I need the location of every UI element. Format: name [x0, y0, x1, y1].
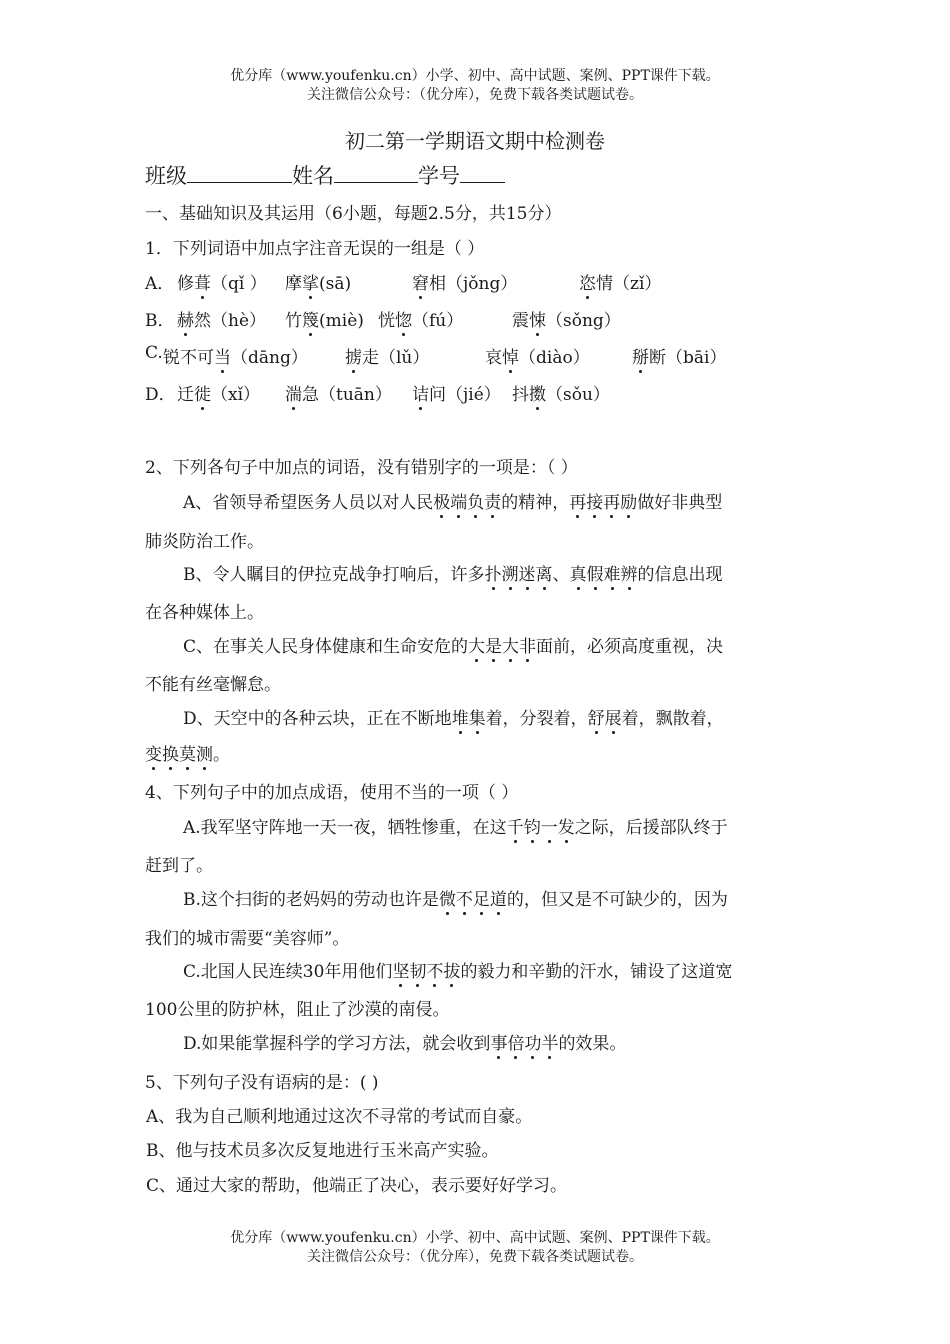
q1-option-b: [145, 306, 621, 331]
q4-option-b-cont: 我们的城市需要“美容师”。: [145, 929, 350, 949]
student-info-row: [145, 160, 505, 190]
word-item: 掳走（lǔ）: [345, 343, 429, 368]
dotted-phrase: 扑溯迷离: [485, 565, 553, 585]
dotted-phrase: 再接再励: [569, 493, 637, 513]
class-label: 班级: [145, 164, 187, 188]
q2-stem: 2、下列各句子中加点的词语，没有错别字的一项是：（ ）: [145, 458, 578, 478]
q4-option-d: D.如果能掌握科学的学习方法，就会收到事倍功半的效果。: [183, 1029, 626, 1054]
q2-option-a-cont: 肺炎防治工作。: [145, 532, 264, 552]
word-item: 抖擞（sǒu）: [512, 380, 610, 405]
dotted-phrase: 舒展: [588, 709, 622, 729]
q5-option-b: B、他与技术员多次反复地进行玉米高产实验。: [146, 1141, 499, 1161]
header-line-1: 优分库（www.youfenku.cn）小学、初中、高中试题、案例、PPT课件下载。: [230, 68, 720, 84]
page-title: 初二第一学期语文期中检测卷: [345, 129, 605, 153]
q2-option-c: C、在事关人民身体健康和生命安危的大是大非面前，必须高度重视，决: [183, 632, 723, 657]
q2-option-b-cont: 在各种媒体上。: [145, 603, 264, 623]
q5-stem: 5、下列句子没有语病的是：( ): [145, 1073, 379, 1093]
word-item: 竹篾(miè): [285, 306, 364, 331]
option-label: D．: [145, 385, 176, 405]
footer-line-1: 优分库（www.youfenku.cn）小学、初中、高中试题、案例、PPT课件下载。: [230, 1230, 720, 1246]
word-item: 窘相（jǒng）: [412, 269, 517, 294]
student-id-label: 学号: [418, 164, 460, 188]
dotted-phrase: 大是大非: [468, 637, 536, 657]
word-item: 赫然（hè）: [177, 306, 266, 331]
dotted-phrase: 事倍功半: [490, 1034, 558, 1054]
q2-option-a: A、省领导希望医务人员以对人民极端负责的精神，再接再励做好非典型: [183, 488, 722, 513]
name-blank[interactable]: [334, 164, 418, 183]
student-id-blank[interactable]: [460, 164, 505, 183]
word-item: 湍急（tuān）: [285, 380, 392, 405]
q4-option-c-cont: 100公里的防护林，阻止了沙漠的南侵。: [145, 1000, 450, 1020]
word-item: 哀悼（diào）: [485, 343, 590, 368]
header-line-2: 关注微信公众号：（优分库），免费下载各类试题试卷。: [307, 87, 643, 103]
word-item: 迁徙（xǐ）: [177, 380, 260, 405]
q4-option-a: A.我军坚守阵地一天一夜，牺牲惨重，在这千钧一发之际，后援部队终于: [183, 813, 728, 838]
dotted-phrase: 千钧一发: [507, 818, 575, 838]
dotted-phrase: 堆集: [452, 709, 486, 729]
dotted-phrase: 微不足道: [439, 890, 507, 910]
q2-option-d-cont: 变换莫测。: [145, 740, 230, 765]
dotted-phrase: 变换莫测: [145, 745, 213, 765]
word-item: 恣情（zǐ）: [579, 269, 661, 294]
word-item: 恍惚（fú）: [378, 306, 463, 331]
q2-option-d: D、天空中的各种云块，正在不断地堆集着，分裂着，舒展着，飘散着，: [183, 704, 724, 729]
dotted-phrase: 极端负责: [433, 493, 501, 513]
dotted-phrase: 真假难辨: [570, 565, 638, 585]
option-label: A．: [145, 274, 175, 294]
name-label: 姓名: [292, 164, 334, 188]
section-1-heading: 一、基础知识及其运用（6小题，每题2.5分，共15分）: [145, 204, 562, 224]
q5-option-a: A、我为自己顺利地通过这次不寻常的考试而自豪。: [146, 1107, 533, 1127]
q4-option-c: C.北国人民连续30年用他们坚韧不拔的毅力和辛勤的汗水，铺设了这道宽: [183, 957, 732, 982]
word-item: 震悚（sǒng）: [512, 306, 621, 331]
q1-option-a: [145, 269, 662, 294]
q2-option-b: B、令人瞩目的伊拉克战争打响后，许多扑溯迷离、真假难辨的信息出现: [183, 560, 723, 585]
word-item: 掰断（bāi）: [632, 343, 726, 368]
q4-option-a-cont: 赶到了。: [145, 856, 213, 876]
q4-stem: 4、下列句子中的加点成语，使用不当的一项（ ）: [145, 783, 519, 803]
q1-stem: 1．下列词语中加点字注音无误的一组是（ ）: [145, 239, 485, 259]
q5-option-c: C、通过大家的帮助，他端正了决心，表示要好好学习。: [146, 1176, 568, 1196]
option-label: C.: [145, 343, 163, 363]
word-item: 锐不可当（dāng）: [163, 343, 308, 368]
q4-option-b: B.这个扫街的老妈妈的劳动也许是微不足道的，但又是不可缺少的，因为: [183, 885, 728, 910]
dotted-phrase: 坚韧不拔: [392, 962, 460, 982]
q1-option-c: [145, 343, 727, 368]
q1-option-d: [145, 380, 610, 405]
class-blank[interactable]: [187, 164, 292, 183]
word-item: 摩挲(sā): [285, 269, 351, 294]
option-label: B．: [145, 311, 175, 331]
word-item: 修葺（qǐ ）: [177, 269, 267, 294]
footer-line-2: 关注微信公众号：（优分库），免费下载各类试题试卷。: [307, 1249, 643, 1265]
word-item: 诘问（jié）: [412, 380, 501, 405]
q2-option-c-cont: 不能有丝毫懈怠。: [145, 675, 281, 695]
